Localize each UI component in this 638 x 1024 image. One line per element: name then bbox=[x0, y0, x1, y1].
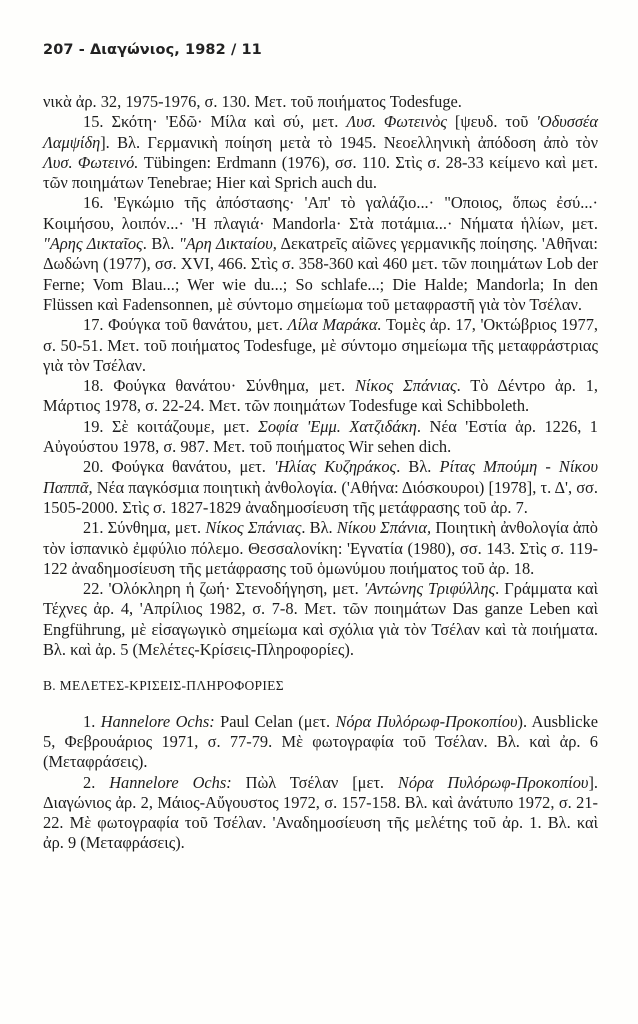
italic-name: Νίκος Σπάνιας bbox=[205, 518, 302, 538]
italic-name: Νόρα Πυλόρωφ-Προκοπίου bbox=[335, 711, 518, 731]
italic-name: Σοφία 'Εμμ. Χατζιδάκη bbox=[258, 416, 417, 436]
entry-text: 19. Σὲ κοιτάζουμε, μετ. bbox=[83, 416, 259, 436]
bibliography-entry bbox=[43, 579, 598, 660]
italic-name: Νίκου Σπάνια, bbox=[336, 518, 432, 538]
entry-text: 15. Σκότη· 'Εδῶ· Μίλα καὶ σύ, μετ. bbox=[83, 112, 347, 132]
italic-name: 'Ηλίας Κυζηράκος bbox=[273, 457, 397, 477]
entry-text: 20. Φούγκα θανάτου, μετ. bbox=[83, 457, 274, 477]
entry-text: . Βλ. bbox=[142, 234, 179, 254]
entry-text: . Βλ. bbox=[396, 457, 440, 477]
italic-name: "Αρη Δικταίου, bbox=[178, 234, 277, 254]
bibliography-entry bbox=[43, 518, 598, 579]
bibliography-entry bbox=[43, 457, 598, 518]
entry-text: Πὼλ Τσέλαν [μετ. bbox=[231, 772, 398, 792]
entry-text: 21. Σύνθημα, μετ. bbox=[83, 518, 206, 538]
italic-name: Hannelore Ochs: bbox=[109, 772, 232, 792]
italic-name: 'Αντώνης Τριφύλλης bbox=[363, 579, 496, 599]
italic-name: 'Οδυσσέα Λαμψίδη bbox=[43, 112, 598, 152]
entry-text: . Τὸ Δέντρο ἀρ. 1, Μάρτιος 1978, σ. 22-24. Μετ. τῶν ποιημάτων Todesfuge καὶ Schibboleth. bbox=[43, 376, 599, 416]
entry-text: Τομὲς ἀρ. 17, 'Οκτώβριος 1977, σ. 50-51. Μετ. τοῦ ποιήματος Todesfuge, μὲ σύντομο σημείωμα τῆς μεταφράστριας γιὰ τὸν Τσέλαν. bbox=[43, 315, 598, 375]
bibliography-entry bbox=[43, 315, 598, 376]
entry-text: Δεκατρεῖς αἰῶνες γερμανικῆς ποίησης. 'Αθῆναι: Δωδώνη (1977), σσ. XVI, 466. Στὶς σ. 358-360 καὶ 460 μετ. τῶν ποιημάτων Lob der Ferne; Vom Blau...; Wer wie du...; So schlafe...; Die Halde; Mandorla; In den Flüssen καὶ Fadensonnen, μὲ σύντομο σημείωμα τοῦ μεταφραστῆ γιὰ τὸν Τσέλαν. bbox=[43, 234, 598, 314]
studies-list bbox=[43, 712, 598, 854]
italic-name: Νίκος Σπάνιας bbox=[354, 376, 457, 396]
entry-text: Tübingen: Erdmann (1976), σσ. 110. Στὶς σ. 28-33 κείμενο καὶ μετ. τῶν ποιημάτων Tenebrae; Hier καὶ Sprich auch du. bbox=[43, 152, 598, 193]
bibliography-entry bbox=[43, 112, 598, 193]
bibliography-entry bbox=[43, 193, 598, 315]
bibliography-entry bbox=[43, 92, 598, 112]
page-body bbox=[43, 92, 598, 854]
entry-text: 2. bbox=[83, 772, 110, 792]
bibliography-entry bbox=[43, 376, 598, 417]
entry-text: Ποιητικὴ ἀνθολογία ἀπὸ τὸν ἱσπανικὸ ἐμφύλιο πόλεμο. Θεσσαλονίκη: 'Εγνατία (1980), σσ. 143. Στὶς σ. 119-122 ἀναδημοσίευση τῆς μετάφρασης τοῦ ὁμωνύμου ποιήματος τοῦ ἀρ. 18. bbox=[43, 518, 598, 578]
italic-name: Ρίτας Μπούμη - Νίκου Παππᾶ, bbox=[43, 457, 598, 497]
entry-text: 1. bbox=[83, 711, 101, 731]
entry-text: Paul Celan (μετ. bbox=[214, 711, 336, 731]
section-heading: Β. ΜΕΛΕΤΕΣ-ΚΡΙΣΕΙΣ-ΠΛΗΡΟΦΟΡΙΕΣ bbox=[43, 678, 284, 694]
entry-text: [ψευδ. τοῦ bbox=[446, 112, 537, 132]
entry-text: νικὰ ἀρ. 32, 1975-1976, σ. 130. Μετ. τοῦ ποιήματος Todesfuge. bbox=[43, 92, 462, 111]
entry-text: 16. 'Εγκώμιο τῆς ἀπόστασης· 'Απ' τὸ γαλάζιο...· "Οποιος, ὅπως ἐσύ...· Κοιμήσου, λοιπόν...· 'Η πλαγιά· Mandorla· Στὰ ποτάμια...· Νήματα ἡλίων, μετ. bbox=[43, 193, 598, 233]
bibliography-entry bbox=[43, 712, 598, 773]
entry-text: . Νέα 'Εστία ἀρ. 1226, 1 Αὐγούστου 1978, σ. 987. Μετ. τοῦ ποιήματος Wir sehen dich. bbox=[43, 416, 598, 457]
running-header: 207 - Διαγώνιος, 1982 / 11 bbox=[43, 42, 262, 58]
italic-name: Hannelore Ochs: bbox=[100, 711, 215, 731]
entry-text: 22. 'Ολόκληρη ἡ ζωή· Στενοδήγηση, μετ. bbox=[83, 579, 364, 599]
italic-name: "Αρης Δικταῖος bbox=[43, 234, 143, 254]
italic-name: Λυσ. Φωτεινό. bbox=[43, 152, 139, 172]
bibliography-entry bbox=[43, 773, 598, 854]
entry-text: ). Ausblicke 5, Φεβρουάριος 1971, σ. 77-79. Μὲ φωτογραφία τοῦ Τσέλαν. Βλ. καὶ ἀρ. 6 (Μεταφράσεις). bbox=[43, 711, 599, 772]
entry-text: 17. Φούγκα τοῦ θανάτου, μετ. bbox=[83, 315, 288, 335]
entry-text: 18. Φούγκα θανάτου· Σύνθημα, μετ. bbox=[83, 376, 355, 396]
entry-text: ]. Διαγώνιος ἀρ. 2, Μάιος-Αὔγουστος 1972, σ. 157-158. Βλ. καὶ ἀνάτυπο 1972, σ. 21-22. Μὲ φωτογραφία τοῦ Τσέλαν. 'Αναδημοσίευση τῆς μελέτης τοῦ ἀρ. 1. Βλ. καὶ ἀρ. 9 (Μεταφράσεις). bbox=[43, 772, 599, 853]
entry-text: Νέα παγκόσμια ποιητικὴ ἀνθολογία. ('Αθήνα: Διόσκουροι) [1978], τ. Δ', σσ. 1505-2000. Στὶς σ. 1827-1829 ἀναδημοσίευση τῆς μετάφρασης τοῦ ἀρ. 7. bbox=[43, 477, 598, 517]
italic-name: Λυσ. Φωτεινὸς bbox=[346, 112, 447, 132]
italic-name: Νόρα Πυλόρωφ-Προκοπίου bbox=[397, 772, 589, 792]
entry-text: . Γράμματα καὶ Τέχνες ἀρ. 4, 'Απρίλιος 1982, σ. 7-8. Μετ. τῶν ποιημάτων Das ganze Leben καὶ Engführung, μὲ εἰσαγωγικὸ σημείωμα καὶ σχόλια γιὰ τὸν Τσέλαν καὶ τὰ ποιήματα. Βλ. καὶ ἀρ. 5 (Μελέτες-Κρίσεις-Πληροφορίες). bbox=[43, 579, 598, 660]
entry-text: . Βλ. bbox=[301, 518, 337, 538]
translations-list bbox=[43, 92, 598, 660]
bibliography-entry bbox=[43, 417, 598, 458]
entry-text: ]. Βλ. Γερμανικὴ ποίηση μετὰ τὸ 1945. Νεοελληνικὴ ἀπόδοση ἀπὸ τὸν bbox=[100, 132, 598, 152]
italic-name: Λίλα Μαράκα. bbox=[287, 315, 382, 335]
